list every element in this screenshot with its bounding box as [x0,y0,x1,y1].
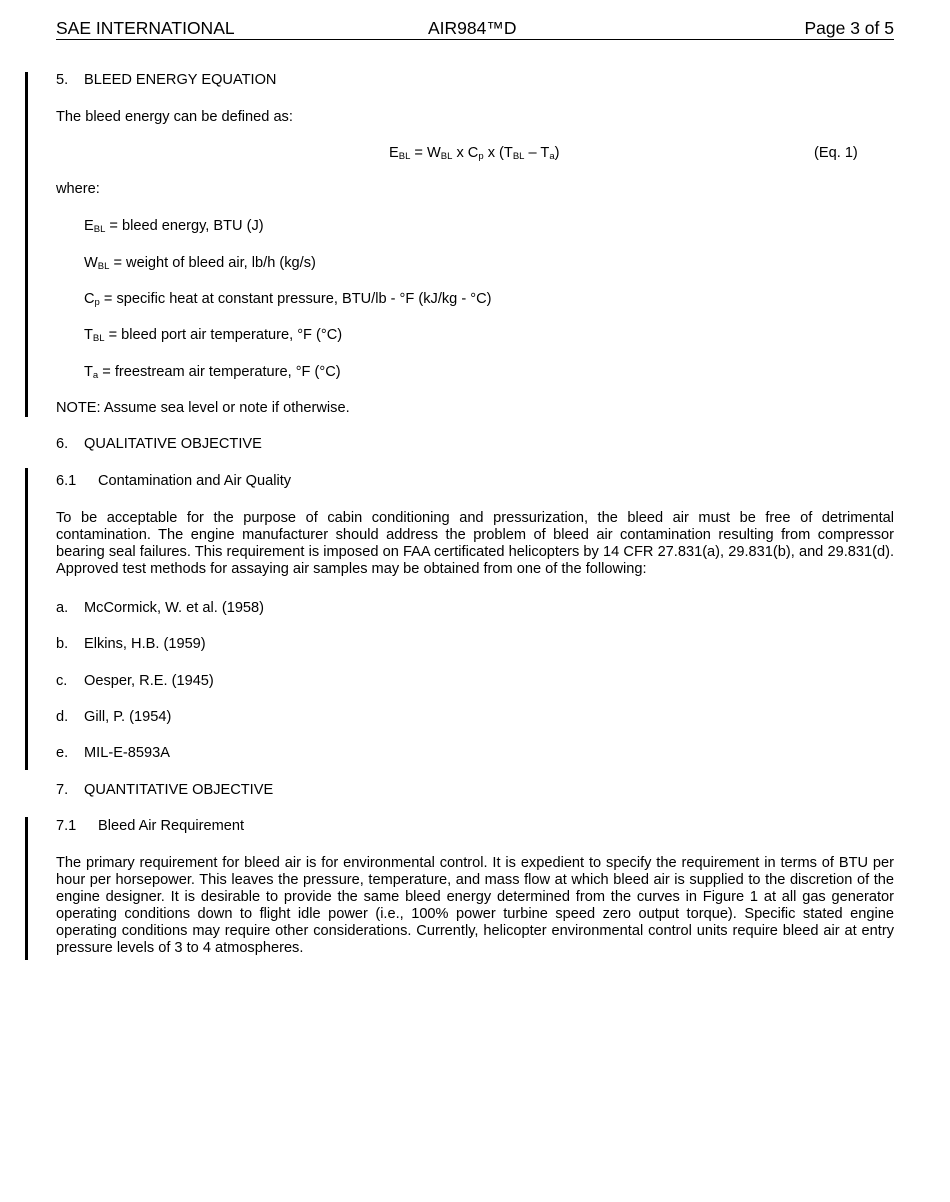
list-text: Oesper, R.E. (1945) [84,673,214,689]
variable-definition [84,291,492,309]
header-page-number: Page 3 of 5 [804,18,894,38]
list-text: McCormick, W. et al. (1958) [84,600,265,616]
variable-description: = freestream air temperature, °F (°C) [98,364,341,380]
variable-description: = weight of bleed air, lb/h (kg/s) [109,255,316,271]
bleed-energy-equation [389,145,560,163]
eq-text: x (T [483,145,513,161]
eq-subscript: BL [440,151,453,162]
variable-definition [84,327,342,345]
list-item [56,600,264,617]
list-item [56,745,170,762]
section-title: BLEED ENERGY EQUATION [84,72,277,88]
eq-text: ) [554,145,560,161]
page-header [56,17,894,40]
list-item [56,636,206,653]
note-text: NOTE: Assume sea level or note if otherwise. [56,400,350,416]
section-heading [56,436,262,453]
list-letter: a. [56,600,69,616]
intro-text: The bleed energy can be defined as: [56,109,293,125]
change-bar [25,72,28,417]
list-text: Elkins, H.B. (1959) [84,636,206,652]
subsection-heading [56,818,244,835]
variable-symbol: W [84,255,98,271]
list-letter: c. [56,673,68,689]
change-bar [25,817,28,960]
section-title: QUANTITATIVE OBJECTIVE [84,782,274,798]
section-number: 6. [56,436,69,452]
section-number: 7. [56,782,69,798]
list-text: MIL-E-8593A [84,745,170,761]
variable-description: = bleed port air temperature, °F (°C) [104,327,343,343]
variable-symbol: E [84,218,94,234]
subsection-number: 7.1 [56,818,77,834]
eq-subscript: BL [512,151,525,162]
variable-definition [84,255,316,273]
subsection-number: 6.1 [56,473,77,489]
variable-definition [84,218,264,236]
variable-subscript: BL [93,224,106,235]
contamination-paragraph: To be acceptable for the purpose of cabin conditioning and pressurization, the bleed air must be free of detrimental contamination. The engine manufacturer should address the problem of bleed air contamination resulting from compressor bearing seal failures. This requirement is imposed on FAA certificated helicopters by 14 CFR 27.831(a), 29.831(b), and 29.831(d). Approved test methods for assaying air samples may be obtained from one of the following: [56,510,894,577]
header-document-id: AIR984™D [428,18,517,38]
eq-text: E [389,145,399,161]
header-organization: SAE INTERNATIONAL [56,18,235,38]
variable-subscript: BL [97,261,110,272]
section-heading [56,72,276,89]
list-letter: b. [56,636,69,652]
variable-symbol: T [84,364,93,380]
subsection-title: Contamination and Air Quality [98,473,292,489]
list-item [56,673,214,690]
variable-subscript: p [94,297,100,308]
eq-subscript: a [549,151,555,162]
equation-label: (Eq. 1) [814,145,858,161]
variable-description: = specific heat at constant pressure, BTU/lb - °F (kJ/kg - °C) [99,291,492,307]
section-title: QUALITATIVE OBJECTIVE [84,436,262,452]
eq-text: x C [452,145,479,161]
variable-symbol: T [84,327,93,343]
variable-subscript: BL [92,333,105,344]
list-letter: e. [56,745,69,761]
variable-description: = bleed energy, BTU (J) [105,218,264,234]
section-heading [56,782,273,799]
where-label: where: [56,181,100,197]
eq-text: = W [410,145,441,161]
variable-symbol: C [84,291,95,307]
list-item [56,709,171,726]
variable-subscript: a [92,370,99,381]
change-bar [25,468,28,770]
subsection-title: Bleed Air Requirement [98,818,245,834]
subsection-heading [56,473,291,490]
eq-text: – T [524,145,550,161]
eq-subscript: BL [398,151,411,162]
list-text: Gill, P. (1954) [84,709,172,725]
bleed-air-requirement-paragraph: The primary requirement for bleed air is for environmental control. It is expedient to specify the requirement in terms of BTU per hour per horsepower. This leaves the pressure, temperature, and mass flow at which bleed air is supplied to the discretion of the engine designer. It is desirable to provide the same bleed energy determined from the curves in Figure 1 at all gas generator operating conditions down to flight idle power (i.e., 100% power turbine speed zero output torque). Specific stated engine operating conditions may require other considerations. Currently, helicopter environmental control units require bleed air at entry pressure levels of 3 to 4 atmospheres. [56,855,894,956]
list-letter: d. [56,709,69,725]
variable-definition [84,364,341,382]
section-number: 5. [56,72,69,88]
eq-subscript: p [478,151,484,162]
